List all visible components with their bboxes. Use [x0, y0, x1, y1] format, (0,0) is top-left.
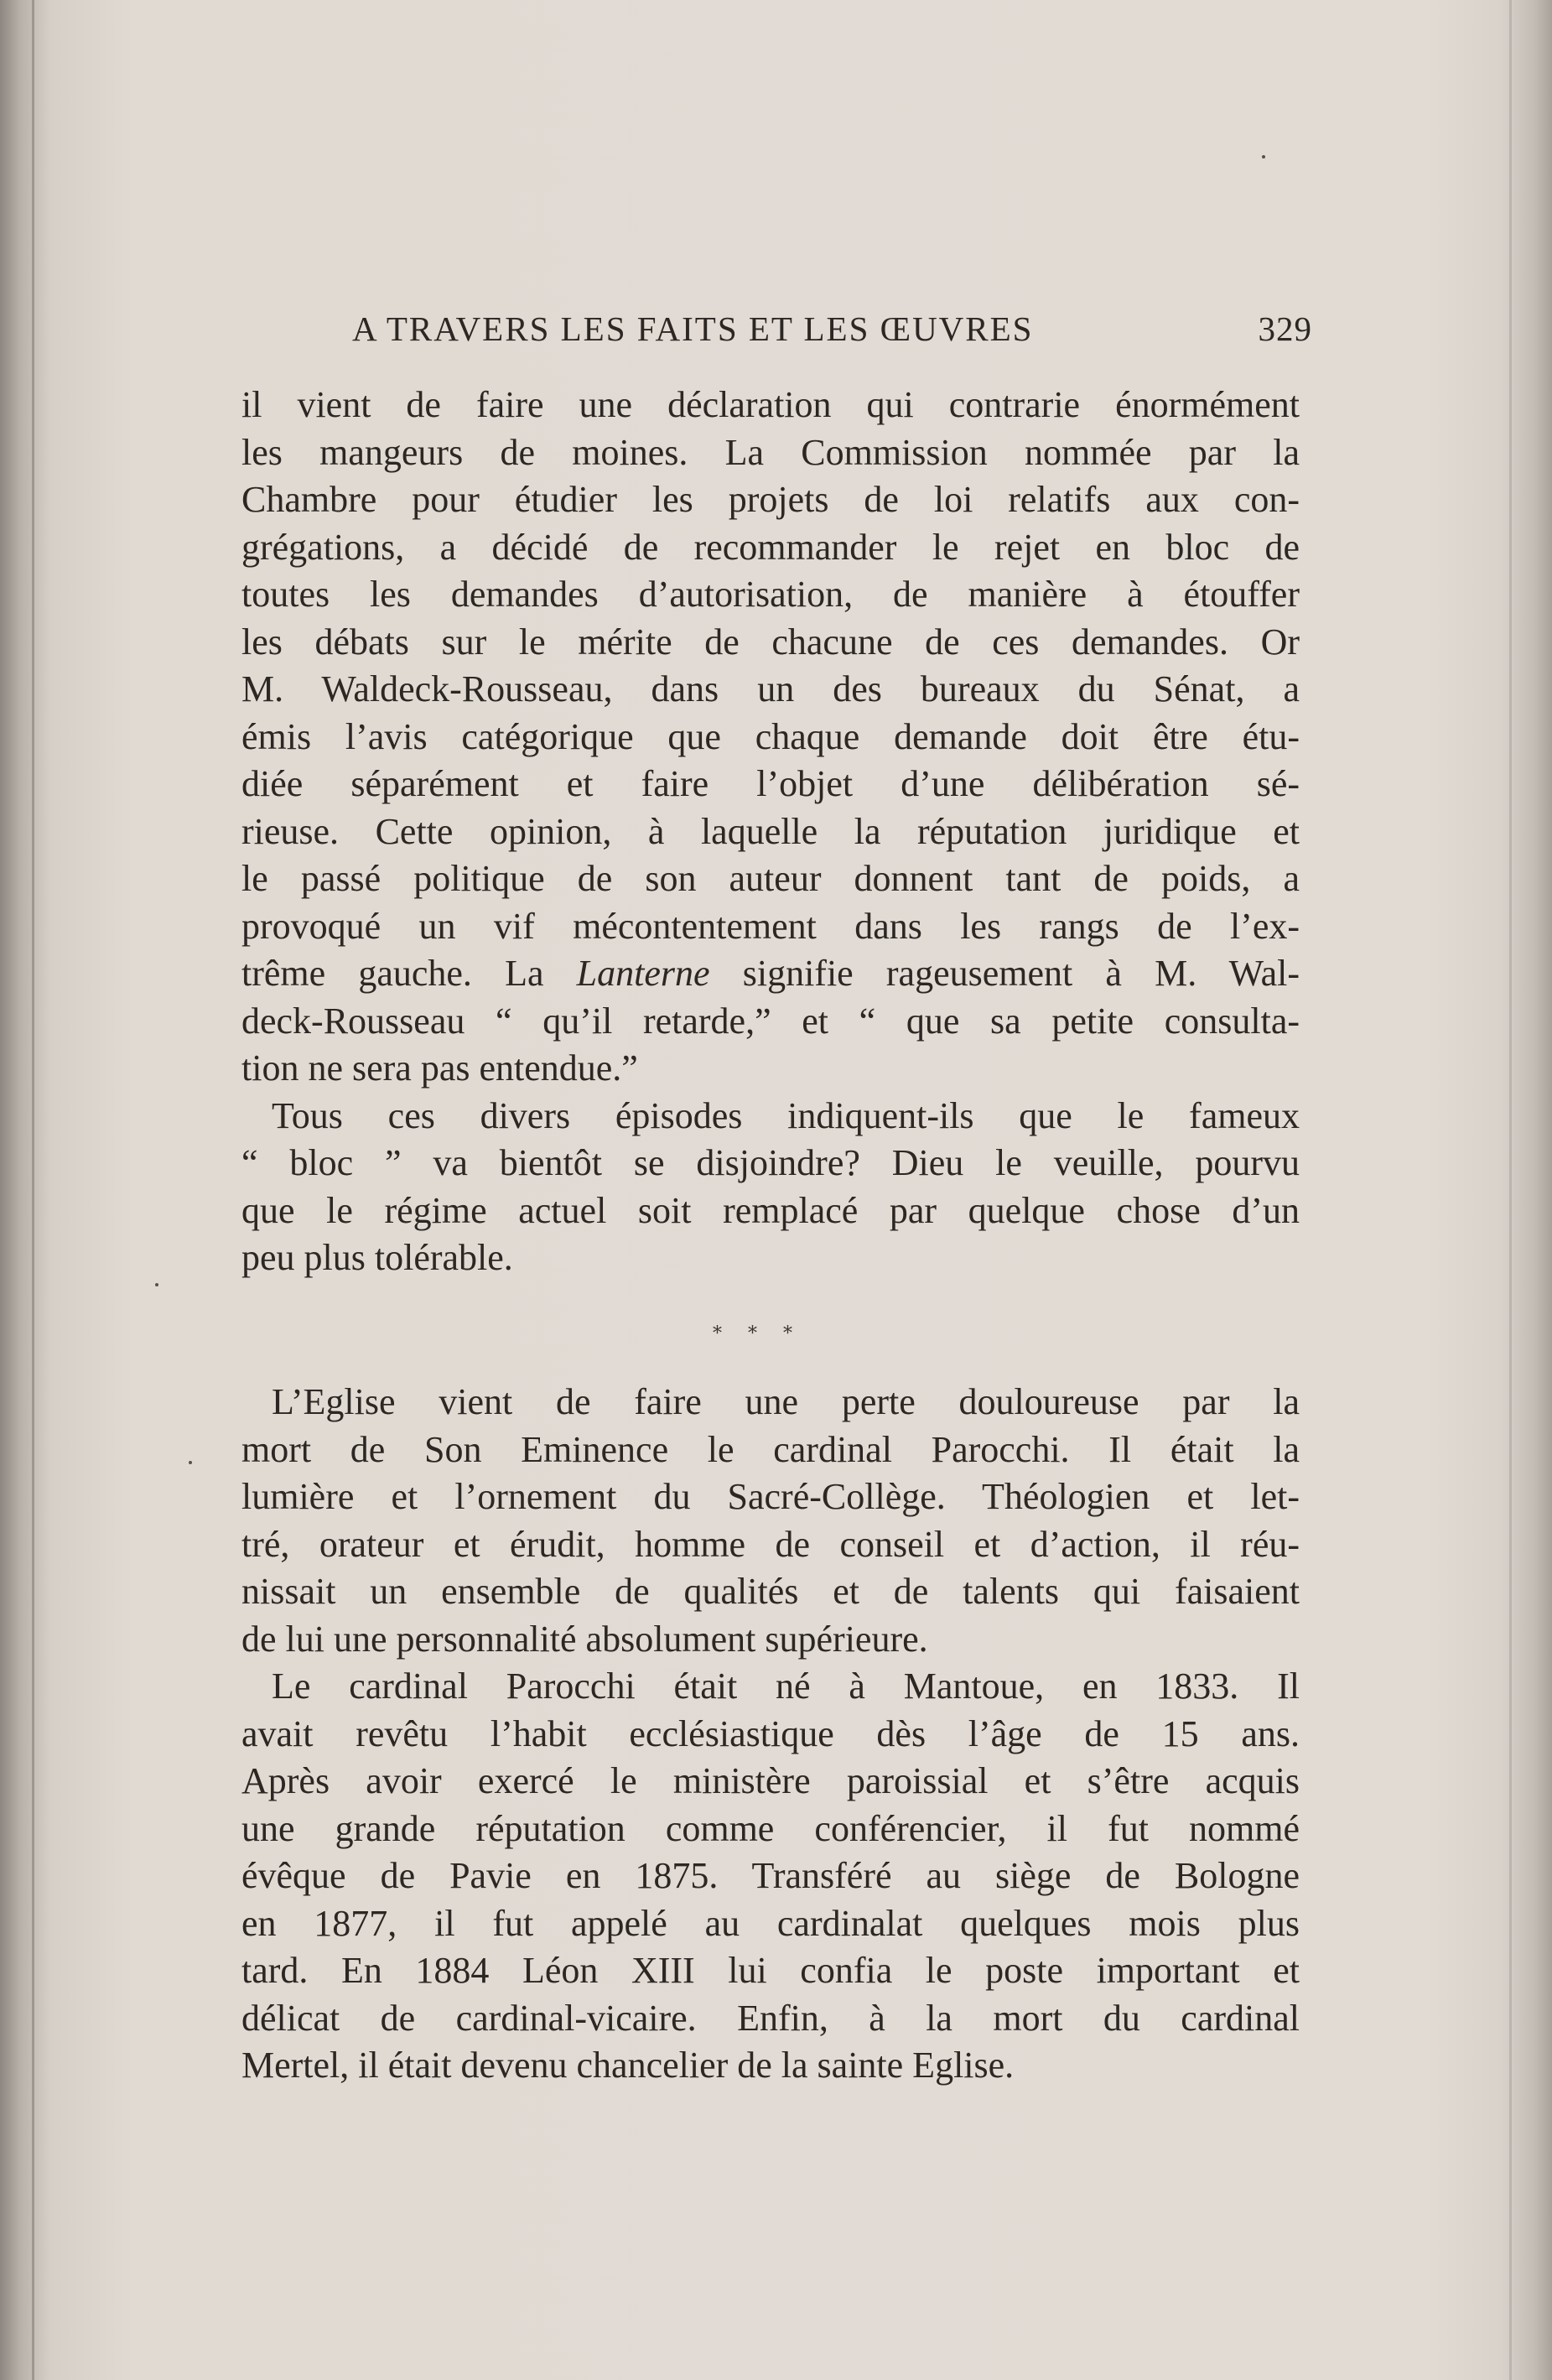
text-line: diée séparément et faire l’objet d’une délibération sé-: [241, 763, 1300, 804]
text-line: grégations, a décidé de recommander le rejet en bloc de: [241, 526, 1300, 568]
text-line: toutes les demandes d’autorisation, de manière à étouffer: [241, 574, 1300, 615]
text-line: avait revêtu l’habit ecclésiastique dès l’âge de 15 ans.: [241, 1712, 1300, 1754]
paper-speck: [155, 1283, 158, 1286]
text-line: lumière et l’ornement du Sacré-Collège. Théologien et let-: [241, 1476, 1300, 1517]
running-title: A TRAVERS LES FAITS ET LES ŒUVRES: [352, 309, 1034, 348]
text-line: Mertel, il était devenu chancelier de la sainte Eglise.: [241, 2045, 1015, 2086]
paragraph: [241, 1093, 1300, 1282]
text-line: nissait un ensemble de qualités et de talents qui faisaient: [241, 1571, 1300, 1612]
newspaper-title: Lanterne: [576, 953, 710, 994]
text-line: L’Eglise vient de faire une perte douloureuse par la: [272, 1381, 1300, 1422]
text-line: Après avoir exercé le ministère paroissial et s’être acquis: [241, 1760, 1300, 1801]
text-line: Chambre pour étudier les projets de loi relatifs aux con-: [241, 479, 1300, 520]
text-line: de lui une personnalité absolument supérieure.: [241, 1618, 928, 1660]
page-number: 329: [1258, 309, 1312, 348]
text-line: tion ne sera pas entendue.”: [241, 1047, 638, 1089]
text-line: il vient de faire une déclaration qui contrarie énormément: [241, 384, 1300, 425]
text-line: évêque de Pavie en 1875. Transféré au siège de Bologne: [241, 1855, 1300, 1896]
text-line: tré, orateur et érudit, homme de conseil et d’action, il réu-: [241, 1523, 1300, 1565]
text-block-bottom: [241, 1379, 1300, 2090]
text-line: Tous ces divers épisodes indiquent-ils que le fameux: [272, 1094, 1300, 1136]
text-line: une grande réputation comme conférencier, il fut nommé: [241, 1807, 1300, 1849]
text-line: délicat de cardinal-vicaire. Enfin, à la mort du cardinal: [241, 1997, 1300, 2039]
text-line: provoqué un vif mécontentement dans les rangs de l’ex-: [241, 905, 1300, 947]
text-line: les mangeurs de moines. La Commission nommée par la: [241, 431, 1300, 473]
text-line: en 1877, il fut appelé au cardinalat quelques mois plus: [241, 1902, 1300, 1944]
text-line: rieuse. Cette opinion, à laquelle la réputation juridique et: [241, 810, 1300, 852]
text-line: “ bloc ” va bientôt se disjoindre? Dieu le veuille, pourvu: [241, 1142, 1300, 1183]
paper-speck: [189, 1461, 192, 1464]
text-fragment: trême gauche. La: [241, 953, 577, 994]
paragraph: [241, 1663, 1300, 2090]
paragraph: [241, 1379, 1300, 1663]
running-head: [352, 309, 1312, 349]
text-fragment: signifie rageusement à M. Wal-: [709, 953, 1300, 994]
paper-speck: [1262, 155, 1265, 158]
text-line: le passé politique de son auteur donnent tant de poids, a: [241, 858, 1300, 899]
text-line: que le régime actuel soit remplacé par quelque chose d’un: [241, 1189, 1300, 1231]
section-separator: * * *: [713, 1323, 802, 1344]
text-line-with-italic: [241, 950, 1300, 998]
text-line: mort de Son Eminence le cardinal Parocchi. Il était la: [241, 1428, 1300, 1470]
text-line: M. Waldeck-Rousseau, dans un des bureaux du Sénat, a: [241, 668, 1300, 709]
page-edge: [1509, 0, 1512, 2380]
text-block-top: [241, 382, 1300, 1282]
text-line: deck-Rousseau “ qu’il retarde,” et “ que sa petite consulta-: [241, 1000, 1300, 1042]
text-line: tard. En 1884 Léon XIII lui confia le poste important et: [241, 1950, 1300, 1991]
paragraph: [241, 382, 1300, 1093]
text-line: peu plus tolérable.: [241, 1237, 513, 1278]
text-line: Le cardinal Parocchi était né à Mantoue, en 1833. Il: [272, 1665, 1300, 1707]
text-line: émis l’avis catégorique que chaque demande doit être étu-: [241, 715, 1300, 757]
gutter-shadow: [32, 0, 34, 2380]
text-line: les débats sur le mérite de chacune de ces demandes. Or: [241, 621, 1300, 663]
